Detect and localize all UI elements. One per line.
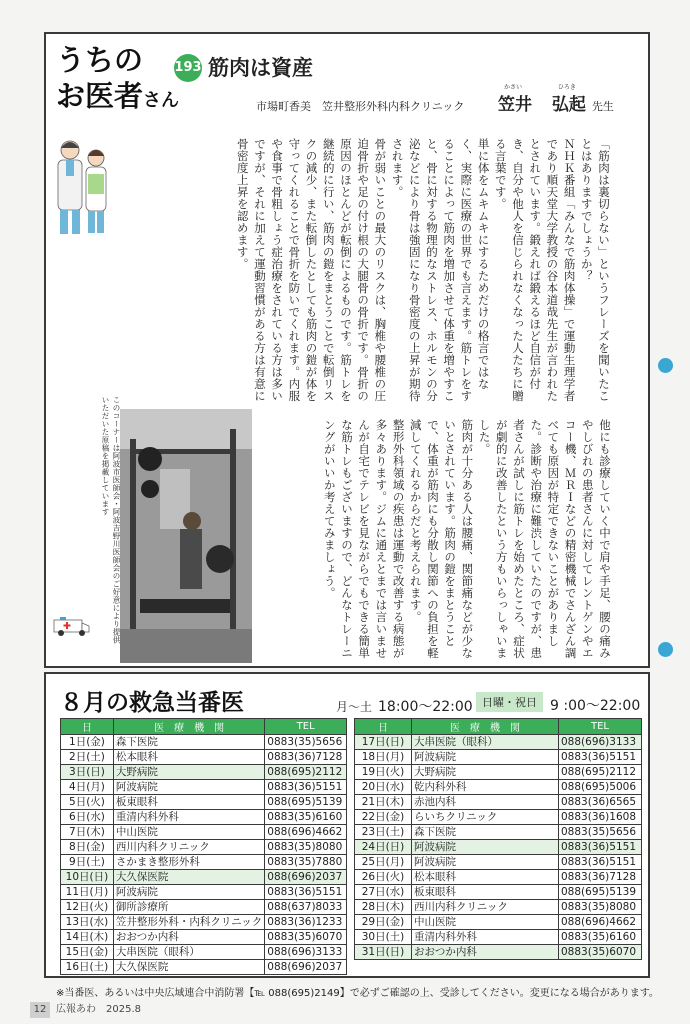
tel-cell: 088(637)8033 bbox=[265, 900, 347, 915]
day-cell: 15日(金) bbox=[61, 945, 114, 960]
tel-cell: 0883(35)5656 bbox=[265, 735, 347, 750]
facility-cell: 重清内科外科 bbox=[113, 810, 264, 825]
tel-cell: 088(695)5139 bbox=[265, 795, 347, 810]
facility-cell: 中山医院 bbox=[113, 825, 264, 840]
weekday-time: 18:00〜22:00 bbox=[378, 699, 473, 715]
facility-cell: 大串医院（眼科） bbox=[113, 945, 264, 960]
table-row bbox=[355, 795, 642, 810]
table-row bbox=[355, 765, 642, 780]
table-row bbox=[355, 870, 642, 885]
facility-cell: 板東眼科 bbox=[412, 885, 559, 900]
tel-cell: 0883(36)1233 bbox=[265, 915, 347, 930]
table-row bbox=[61, 780, 347, 795]
tel-cell: 0883(35)6070 bbox=[265, 930, 347, 945]
tel-cell: 0883(36)5151 bbox=[265, 780, 347, 795]
tel-cell: 0883(36)5151 bbox=[265, 885, 347, 900]
table-row bbox=[355, 855, 642, 870]
publication-name: 広報あわ 2025.8 bbox=[56, 1004, 141, 1015]
table-row bbox=[61, 960, 347, 975]
day-cell: 21日(木) bbox=[355, 795, 412, 810]
day-cell: 25日(月) bbox=[355, 855, 412, 870]
tel-cell: 0883(36)7128 bbox=[559, 870, 642, 885]
col-facility-header: 医 療 機 関 bbox=[412, 719, 559, 735]
gym-photo bbox=[120, 409, 252, 663]
day-cell: 6日(水) bbox=[61, 810, 114, 825]
tel-cell: 088(696)3133 bbox=[559, 735, 642, 750]
tel-cell: 0883(35)7880 bbox=[265, 855, 347, 870]
margin-dot bbox=[658, 642, 673, 657]
table-row bbox=[61, 840, 347, 855]
facility-cell: 大野病院 bbox=[113, 765, 264, 780]
table-row bbox=[61, 870, 347, 885]
table-row bbox=[355, 735, 642, 750]
schedule-table-left bbox=[60, 718, 347, 975]
table-row bbox=[355, 915, 642, 930]
tel-cell: 0883(36)6565 bbox=[559, 795, 642, 810]
table-row bbox=[355, 810, 642, 825]
facility-cell: 松本眼科 bbox=[113, 750, 264, 765]
day-cell: 20日(水) bbox=[355, 780, 412, 795]
tel-cell: 088(695)2112 bbox=[559, 765, 642, 780]
day-cell: 22日(金) bbox=[355, 810, 412, 825]
tel-cell: 0883(36)5151 bbox=[559, 855, 642, 870]
table-row bbox=[61, 855, 347, 870]
facility-cell: おおつか内科 bbox=[113, 930, 264, 945]
day-cell: 3日(日) bbox=[61, 765, 114, 780]
article-box bbox=[44, 32, 650, 668]
facility-cell: 板東眼科 bbox=[113, 795, 264, 810]
facility-cell: 笠井整形外科・内科クリニック bbox=[113, 915, 264, 930]
table-row bbox=[355, 840, 642, 855]
day-cell: 23日(土) bbox=[355, 825, 412, 840]
day-cell: 4日(月) bbox=[61, 780, 114, 795]
facility-cell: らいちクリニック bbox=[412, 810, 559, 825]
col-day-header: 日 bbox=[355, 719, 412, 735]
facility-cell: 阿波病院 bbox=[113, 885, 264, 900]
facility-cell: 重清内科外科 bbox=[412, 930, 559, 945]
article-topic: 筋肉は資産 bbox=[208, 56, 313, 80]
facility-cell: 西川内科クリニック bbox=[113, 840, 264, 855]
tel-cell: 0883(35)6160 bbox=[559, 930, 642, 945]
tel-cell: 0883(35)8080 bbox=[265, 840, 347, 855]
col-tel-header: TEL bbox=[559, 719, 642, 735]
day-cell: 28日(木) bbox=[355, 900, 412, 915]
tel-cell: 088(696)4662 bbox=[559, 915, 642, 930]
table-row bbox=[61, 900, 347, 915]
facility-cell: 阿波病院 bbox=[412, 855, 559, 870]
day-cell: 1日(金) bbox=[61, 735, 114, 750]
day-cell: 10日(日) bbox=[61, 870, 114, 885]
table-row bbox=[355, 885, 642, 900]
tel-cell: 0883(35)6160 bbox=[265, 810, 347, 825]
page-footer bbox=[30, 1000, 141, 1018]
day-cell: 31日(日) bbox=[355, 945, 412, 960]
article-body-lower: 他にも診療していく中で肩や手足、腰の痛みやしびれの患者さんに対してレントゲンやエコー機、ＭＲＩなどの精密機械でさんざん調べても原因が特定できないことがありました。診断や治療に難渋していたのですが、患者さんが試しに筋トレを始めたところ、症状が劇的に改善したという方もいらっしゃいました。 筋肉が十分ある人は腰痛、関節痛などが少ないとされています。筋肉の鎧をまとうことで、体重が筋肉にも分散し関節への負担を軽減してくれるからだと考えられます。 整形外科領域の疾患は運動で改善する病態が多々あります。ジムに通えとまでは言いませんが自宅でテレビを見ながらでもできる簡単な筋トレもございますので、どんなトレーニングがいいか考えてみましょう。 bbox=[322, 419, 612, 659]
col-facility-header: 医 療 機 関 bbox=[113, 719, 264, 735]
facility-cell: 松本眼科 bbox=[412, 870, 559, 885]
table-row bbox=[61, 825, 347, 840]
doctor-name bbox=[498, 84, 614, 115]
source-note: このコーナーは阿波市医師会・阿波吉野川医師会のご好意により提供いただいた原稿を掲載しています bbox=[101, 396, 121, 644]
col-day-header: 日 bbox=[61, 719, 114, 735]
day-cell: 13日(水) bbox=[61, 915, 114, 930]
doctor-surname-yomi: かさい bbox=[504, 84, 523, 91]
table-row bbox=[61, 930, 347, 945]
margin-dot bbox=[658, 358, 673, 373]
day-cell: 29日(金) bbox=[355, 915, 412, 930]
facility-cell: さかまき整形外科 bbox=[113, 855, 264, 870]
table-row bbox=[355, 945, 642, 960]
facility-cell: 森下医院 bbox=[412, 825, 559, 840]
facility-cell: 御所診療所 bbox=[113, 900, 264, 915]
facility-cell: 西川内科クリニック bbox=[412, 900, 559, 915]
tel-cell: 088(696)4662 bbox=[265, 825, 347, 840]
facility-cell: 森下医院 bbox=[113, 735, 264, 750]
table-row bbox=[61, 945, 347, 960]
table-row bbox=[355, 930, 642, 945]
facility-cell: 赤池内科 bbox=[412, 795, 559, 810]
facility-cell: おおつか内科 bbox=[412, 945, 559, 960]
clinic-name: 市場町香美 笠井整形外科内科クリニック bbox=[256, 100, 465, 113]
holiday-time: 9 :00〜22:00 bbox=[550, 698, 641, 714]
day-cell: 27日(水) bbox=[355, 885, 412, 900]
weekday-label: 月〜土 bbox=[336, 700, 373, 714]
doctor-suffix: 先生 bbox=[591, 100, 614, 113]
table-row bbox=[355, 750, 642, 765]
schedule-table-right bbox=[354, 718, 642, 960]
tel-cell: 088(695)5006 bbox=[559, 780, 642, 795]
tel-cell: 088(696)2037 bbox=[265, 960, 347, 975]
table-row bbox=[61, 795, 347, 810]
emergency-title: ８月の救急当番医 bbox=[60, 690, 244, 716]
col-tel-header: TEL bbox=[265, 719, 347, 735]
day-cell: 17日(日) bbox=[355, 735, 412, 750]
day-cell: 19日(火) bbox=[355, 765, 412, 780]
day-cell: 5日(火) bbox=[61, 795, 114, 810]
table-row bbox=[355, 900, 642, 915]
table-row bbox=[61, 885, 347, 900]
doctor-surname: 笠井 bbox=[498, 95, 532, 115]
facility-cell: 乾内科外科 bbox=[412, 780, 559, 795]
table-row bbox=[355, 780, 642, 795]
ambulance-icon bbox=[52, 614, 92, 638]
series-number-badge: 193 bbox=[174, 54, 202, 82]
table-row bbox=[61, 750, 347, 765]
tel-cell: 0883(36)5151 bbox=[559, 750, 642, 765]
day-cell: 11日(月) bbox=[61, 885, 114, 900]
facility-cell: 大久保医院 bbox=[113, 960, 264, 975]
day-cell: 8日(金) bbox=[61, 840, 114, 855]
series-title-line1: うちの bbox=[56, 43, 144, 77]
table-row bbox=[61, 810, 347, 825]
tel-cell: 0883(36)5151 bbox=[559, 840, 642, 855]
day-cell: 12日(火) bbox=[61, 900, 114, 915]
day-cell: 14日(木) bbox=[61, 930, 114, 945]
day-cell: 16日(土) bbox=[61, 960, 114, 975]
facility-cell: 大久保医院 bbox=[113, 870, 264, 885]
emergency-box bbox=[44, 672, 650, 978]
table-row bbox=[61, 735, 347, 750]
day-cell: 2日(土) bbox=[61, 750, 114, 765]
doctor-given: 弘起 bbox=[551, 95, 586, 115]
weekday-hours bbox=[336, 696, 473, 716]
emergency-note: ※当番医、あるいは中央広域連合中消防署【℡ 088(695)2149】で必ずご確認の上、受診してください。変更になる場合があります。 bbox=[56, 988, 659, 999]
tel-cell: 088(695)5139 bbox=[559, 885, 642, 900]
tel-cell: 0883(36)1608 bbox=[559, 810, 642, 825]
day-cell: 24日(日) bbox=[355, 840, 412, 855]
article-body-upper: 「筋肉は裏切らない」というフレーズを聞いたことはありますでしょうか？ ＮＨＫ番組「みんなで筋肉体操」で運動生理学者であり順天堂大学教授の谷本道哉先生が言われたとされています。鍛えれば鍛えるほど自信が付き、自分や他人を信じられなくなった人たちに贈る言葉です。 単に体をムキムキにするためだけの格言ではなく、実際に医療の世界でも言えます。筋トレをすることによって筋肉を増加させて体重を増やすこと、骨に対する物理的なストレス、ホルモンの分泌などにより骨は強固になり骨密度の上昇が期待されます。 骨が弱いことの最大のリスクは、胸椎や腰椎の圧迫骨折や足の付け根の大腿骨の骨折です。骨折の原因のほとんどが転倒によるものです。筋トレを継続的に行い、筋肉の鎧をまとうことで転倒リスクの減少、また転倒したとしても筋肉の鎧が体を守ってくれることで骨折を防いでくれます。内服や食事で骨粗しょう症治療をされている方は多いですが、それに加えて運動習慣がある方は有意に骨密度上昇を認めます。 bbox=[235, 138, 611, 402]
day-cell: 9日(土) bbox=[61, 855, 114, 870]
day-cell: 7日(木) bbox=[61, 825, 114, 840]
facility-cell: 中山医院 bbox=[412, 915, 559, 930]
facility-cell: 阿波病院 bbox=[412, 750, 559, 765]
page-number: 12 bbox=[30, 1002, 50, 1018]
series-title bbox=[56, 42, 179, 119]
tel-cell: 088(696)2037 bbox=[265, 870, 347, 885]
tel-cell: 088(696)3133 bbox=[265, 945, 347, 960]
doctors-illustration bbox=[52, 134, 114, 244]
facility-cell: 大野病院 bbox=[412, 765, 559, 780]
day-cell: 18日(月) bbox=[355, 750, 412, 765]
facility-cell: 大串医院（眼科） bbox=[412, 735, 559, 750]
tel-cell: 0883(35)5656 bbox=[559, 825, 642, 840]
facility-cell: 阿波病院 bbox=[412, 840, 559, 855]
day-cell: 30日(土) bbox=[355, 930, 412, 945]
holiday-label: 日曜・祝日 bbox=[476, 692, 543, 712]
tel-cell: 088(695)2112 bbox=[265, 765, 347, 780]
series-title-suffix: さん bbox=[143, 90, 180, 111]
tel-cell: 0883(35)6070 bbox=[559, 945, 642, 960]
facility-cell: 阿波病院 bbox=[113, 780, 264, 795]
table-row bbox=[61, 915, 347, 930]
table-row bbox=[355, 825, 642, 840]
day-cell: 26日(火) bbox=[355, 870, 412, 885]
table-row bbox=[61, 765, 347, 780]
doctor-given-yomi: ひろき bbox=[557, 84, 576, 91]
tel-cell: 0883(36)7128 bbox=[265, 750, 347, 765]
tel-cell: 0883(35)8080 bbox=[559, 900, 642, 915]
series-title-line2: お医者 bbox=[56, 79, 144, 113]
